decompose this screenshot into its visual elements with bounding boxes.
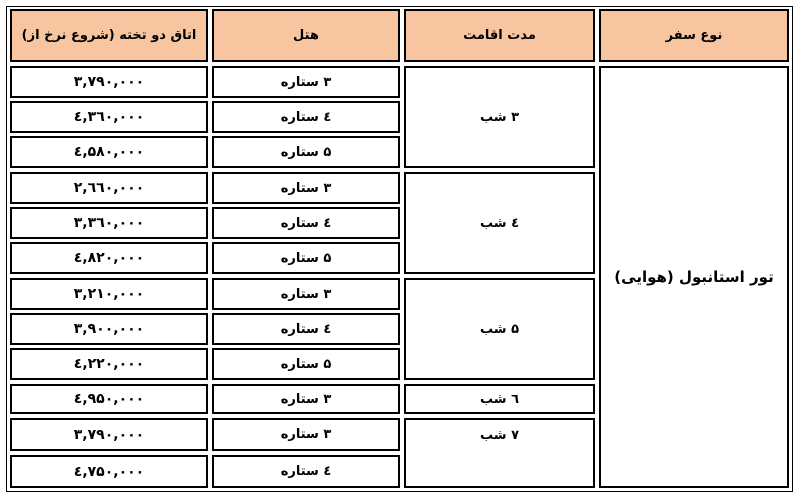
price-cell: ٤,۷۵۰,۰۰۰ — [10, 455, 208, 488]
hotel-cell: ٤ ستاره — [212, 313, 400, 345]
price-cell: ٤,۲۲۰,۰۰۰ — [10, 348, 208, 380]
price-cell: ٤,۸۲۰,۰۰۰ — [10, 242, 208, 274]
price-cell: ٤,۳٦۰,۰۰۰ — [10, 101, 208, 133]
price-cell: ۳,۷۹۰,۰۰۰ — [10, 66, 208, 98]
tour-price-table — [10, 9, 789, 488]
hotel-cell: ٤ ستاره — [212, 207, 400, 239]
stay-4-nights: ٤ شب — [404, 172, 595, 274]
header-price: اتاق دو تخته (شروع نرخ از) — [10, 9, 208, 62]
hotel-cell: ۳ ستاره — [212, 278, 400, 310]
hotel-cell: ۵ ستاره — [212, 136, 400, 168]
price-cell: ۳,۲۱۰,۰۰۰ — [10, 278, 208, 310]
hotel-cell: ۵ ستاره — [212, 348, 400, 380]
header-tour-type: نوع سفر — [599, 9, 789, 62]
hotel-cell: ۳ ستاره — [212, 418, 400, 451]
hotel-cell: ۳ ستاره — [212, 66, 400, 98]
stay-7-nights: ۷ شب — [404, 418, 595, 488]
stay-5-nights: ۵ شب — [404, 278, 595, 380]
hotel-cell: ۵ ستاره — [212, 242, 400, 274]
price-cell: ۳,۳٦۰,۰۰۰ — [10, 207, 208, 239]
price-cell: ۲,٦٦۰,۰۰۰ — [10, 172, 208, 204]
hotel-cell: ٤ ستاره — [212, 101, 400, 133]
price-cell: ۳,۹۰۰,۰۰۰ — [10, 313, 208, 345]
price-cell: ٤,۵۸۰,۰۰۰ — [10, 136, 208, 168]
price-cell: ۳,۷۹۰,۰۰۰ — [10, 418, 208, 451]
header-stay: مدت اقامت — [404, 9, 595, 62]
stay-6-nights: ٦ شب — [404, 384, 595, 414]
hotel-cell: ٤ ستاره — [212, 455, 400, 488]
hotel-cell: ۳ ستاره — [212, 384, 400, 414]
header-hotel: هتل — [212, 9, 400, 62]
price-cell: ٤,۹۵۰,۰۰۰ — [10, 384, 208, 414]
stay-3-nights: ۳ شب — [404, 66, 595, 168]
hotel-cell: ۳ ستاره — [212, 172, 400, 204]
tour-type-cell: تور استانبول (هوایی) — [599, 66, 789, 488]
